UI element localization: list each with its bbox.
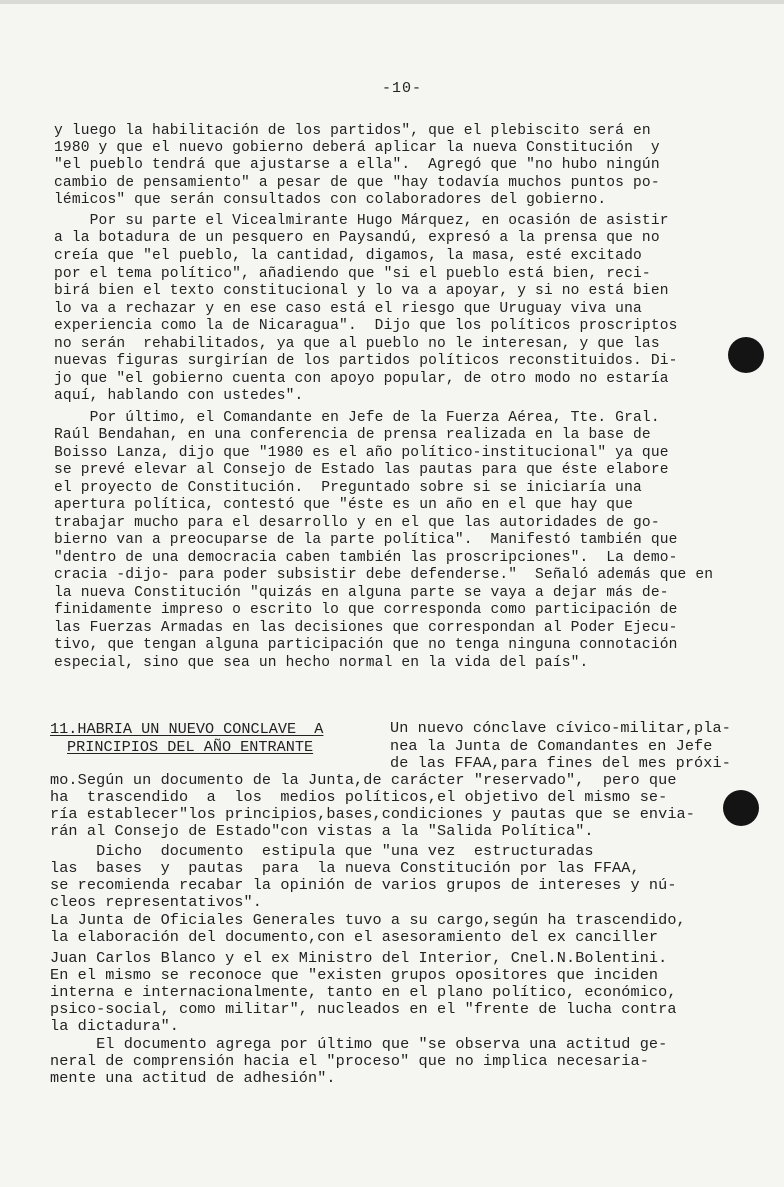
text-line: experiencia como la de Nicaragua". Dijo que los políticos proscriptos: [54, 318, 678, 334]
section-text-line: la dictadura".: [50, 1017, 179, 1035]
section-text-line: El documento agrega por último que "se observa una actitud ge-: [50, 1035, 668, 1053]
text-line: Por su parte el Vicealmirante Hugo Márquez, en ocasión de asistir: [54, 213, 669, 229]
text-line: y luego la habilitación de los partidos", que el plebiscito será en: [54, 123, 651, 139]
text-line: creía que "el pueblo, la cantidad, digamos, la masa, esté excitado: [54, 248, 642, 264]
section-text-line: nea la Junta de Comandantes en Jefe: [390, 737, 713, 755]
section-text-line: psico-social, como militar", nucleados en el "frente de lucha contra: [50, 1000, 677, 1018]
section-text-line: En el mismo se reconoce que "existen grupos opositores que inciden: [50, 966, 659, 984]
text-line: lo va a rechazar y en ese caso está el riesgo que Uruguay viva una: [54, 301, 642, 317]
text-line: cambio de pensamiento" a pesar de que "hay todavía muchos puntos po-: [54, 175, 660, 191]
binder-hole: [728, 337, 764, 373]
text-line: lémicos" que serán consultados con colaboradores del gobierno.: [54, 192, 607, 208]
section-text-line: mo.Según un documento de la Junta,de carácter "reservado", pero que: [50, 771, 677, 789]
section-text-line: la elaboración del documento,con el asesoramiento del ex canciller: [50, 928, 659, 946]
section-heading: 11.HABRIA UN NUEVO CONCLAVE A: [50, 720, 324, 738]
section-text-line: cleos representativos".: [50, 893, 262, 911]
section-text-line: interna e internacionalmente, tanto en el plano político, económico,: [50, 983, 677, 1001]
section-text-line: de las FFAA,para fines del mes próxi-: [390, 754, 731, 772]
section-text-line: Dicho documento estipula que "una vez estructuradas: [50, 842, 594, 860]
page-top-edge: [0, 0, 784, 4]
text-line: Por último, el Comandante en Jefe de la Fuerza Aérea, Tte. Gral.: [54, 410, 660, 426]
section-text-line: ría establecer"los principios,bases,condiciones y pautas que se envia-: [50, 805, 695, 823]
section-text-line: Juan Carlos Blanco y el ex Ministro del Interior, Cnel.N.Bolentini.: [50, 949, 668, 967]
text-line: por el tema político", añadiendo que "si el pueblo está bien, reci-: [54, 266, 651, 282]
text-line: tivo, que tengan alguna participación que no tenga ninguna connotación: [54, 637, 678, 653]
section-text-line: se recomienda recabar la opinión de varios grupos de intereses y nú-: [50, 876, 677, 894]
text-line: Raúl Bendahan, en una conferencia de prensa realizada en la base de: [54, 427, 651, 443]
text-line: se prevé elevar al Consejo de Estado las pautas para que éste elabore: [54, 462, 669, 478]
section-text-line: neral de comprensión hacia el "proceso" que no implica necesaria-: [50, 1052, 649, 1070]
text-line: la nueva Constitución "quizás en alguna parte se vaya a dejar más de-: [54, 585, 669, 601]
text-line: bierno van a preocuparse de la parte política". Manifestó también que: [54, 532, 678, 548]
text-line: nuevas figuras surgirían de los partidos políticos reconstituidos. Di-: [54, 353, 678, 369]
page-number: -10-: [382, 80, 423, 97]
text-line: finidamente impreso o escrito lo que corresponda como participación de: [54, 602, 678, 618]
text-line: el proyecto de Constitución. Preguntado sobre si se iniciaría una: [54, 480, 642, 496]
text-line: jo que "el gobierno cuenta con apoyo popular, de otro modo no estaría: [54, 371, 669, 387]
text-line: las Fuerzas Armadas en las decisiones que correspondan al Poder Ejecu-: [54, 620, 678, 636]
section-text-line: La Junta de Oficiales Generales tuvo a su cargo,según ha trascendido,: [50, 911, 686, 929]
section-text-line: ha trascendido a los medios políticos,el objetivo del mismo se-: [50, 788, 668, 806]
text-line: aquí, hablando con ustedes".: [54, 388, 304, 404]
text-line: "el pueblo tendrá que ajustarse a ella". Agregó que "no hubo ningún: [54, 157, 660, 173]
text-line: Boisso Lanza, dijo que "1980 es el año político-institucional" ya que: [54, 445, 669, 461]
section-text-line: rán al Consejo de Estado"con vistas a la "Salida Política".: [50, 822, 594, 840]
binder-hole: [723, 790, 759, 826]
section-text-line: las bases y pautas para la nueva Constitución por las FFAA,: [50, 859, 640, 877]
text-line: cracia -dijo- para poder subsistir debe defenderse." Señaló además que en: [54, 567, 714, 583]
text-line: a la botadura de un pesquero en Paysandú, expresó a la prensa que no: [54, 230, 660, 246]
text-line: 1980 y que el nuevo gobierno deberá aplicar la nueva Constitución y: [54, 140, 660, 156]
text-line: no serán rehabilitados, ya que al pueblo no le interesan, y que las: [54, 336, 660, 352]
text-line: trabajar mucho para el desarrollo y en el que las autoridades de go-: [54, 515, 660, 531]
text-line: especial, sino que sea un hecho normal en la vida del país".: [54, 655, 589, 671]
section-text-line: mente una actitud de adhesión".: [50, 1069, 336, 1087]
text-line: apertura política, contestó que "éste es un año en el que hay que: [54, 497, 633, 513]
section-heading-continued: PRINCIPIOS DEL AÑO ENTRANTE: [67, 738, 314, 756]
section-text-line: Un nuevo cónclave cívico-militar,pla-: [390, 719, 731, 737]
text-line: "dentro de una democracia caben también las proscripciones". La demo-: [54, 550, 678, 566]
text-line: birá bien el texto constitucional y lo va a apoyar, y si no está bien: [54, 283, 669, 299]
